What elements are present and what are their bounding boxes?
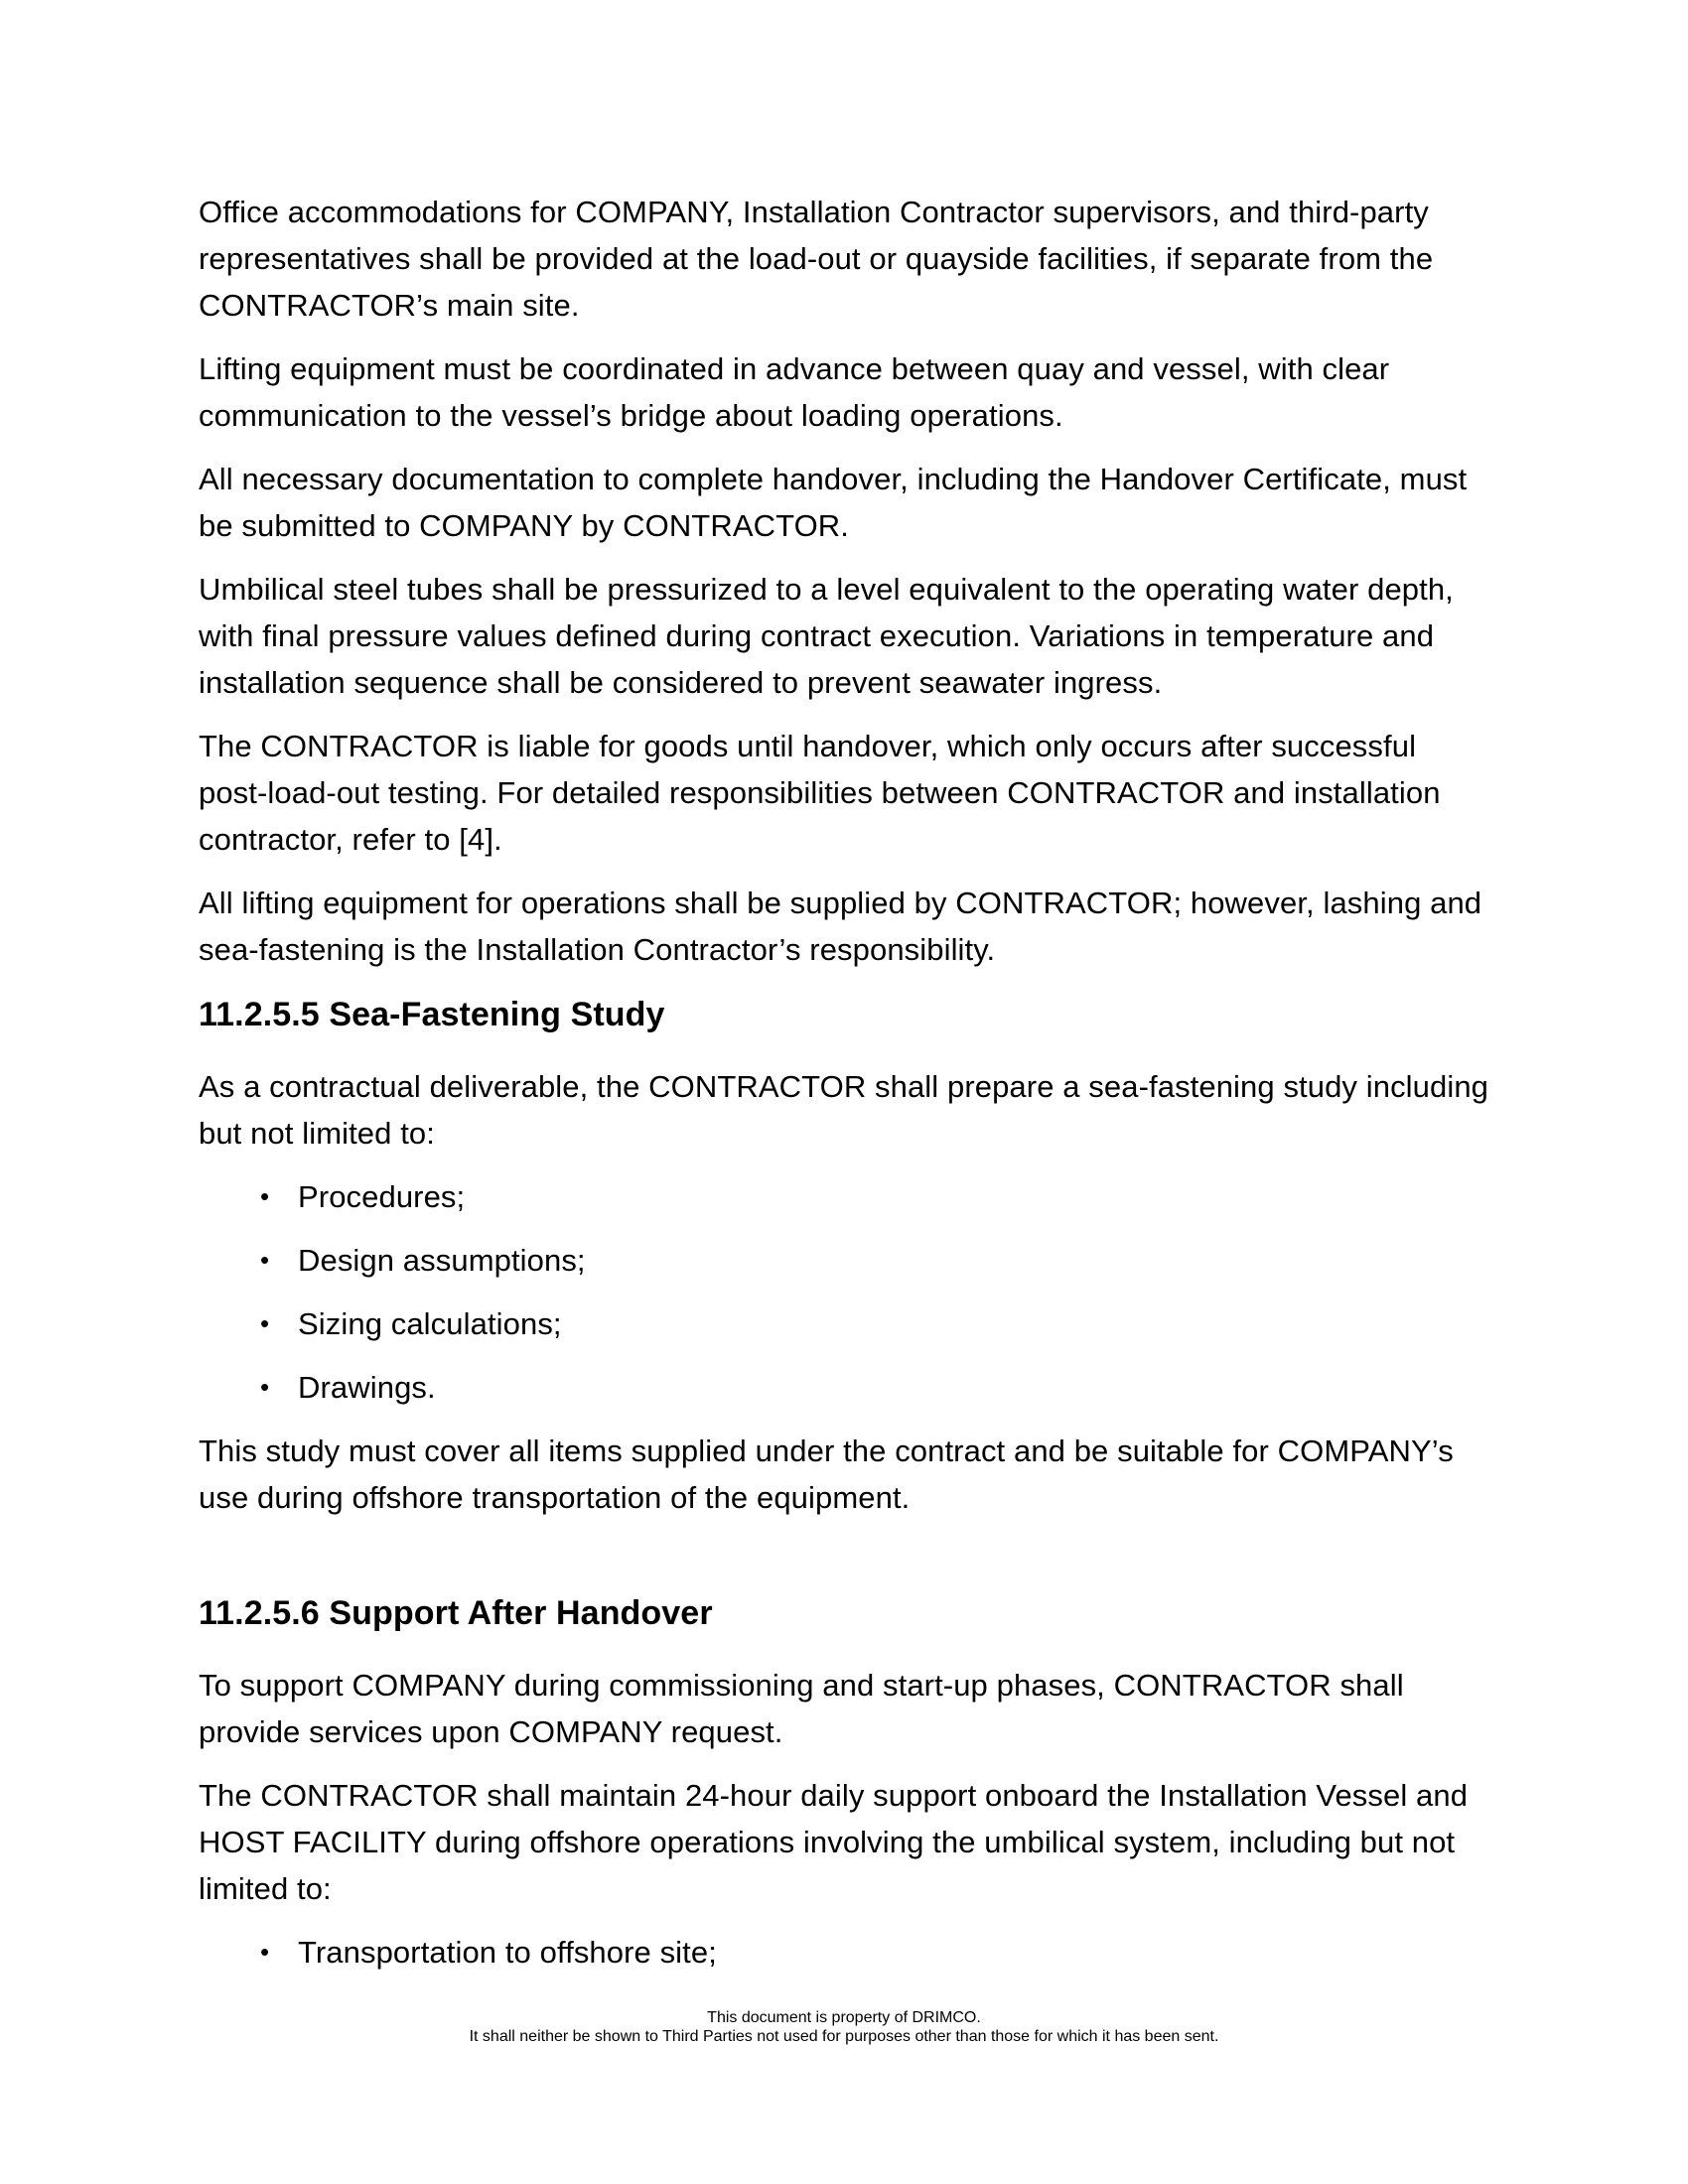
list-item <box>199 1173 1489 1220</box>
bullet-item-sizing-calculations: Sizing calculations; <box>298 1306 562 1341</box>
bullet-icon: • <box>260 1937 270 1967</box>
bullet-item-procedures: Procedures; <box>298 1179 466 1214</box>
paragraph-support-intro: To support COMPANY during commissioning and start-up phases, CONTRACTOR shall provide services upon COMPANY request. <box>199 1668 1404 1749</box>
footer-property-line: This document is property of DRIMCO. <box>707 2009 981 2026</box>
bullet-item-transportation-offshore: Transportation to offshore site; <box>298 1935 717 1970</box>
paragraph-lifting-equipment-coordination: Lifting equipment must be coordinated in advance between quay and vessel, with clear communication to the vessel’s bridge about loading operations. <box>199 351 1390 433</box>
bullet-icon: • <box>260 1181 270 1211</box>
paragraph-contractor-liability: The CONTRACTOR is liable for goods until handover, which only occurs after successful post-load-out testing. For detailed responsibilities between CONTRACTOR and installation contractor, refer to [4]. <box>199 729 1441 857</box>
paragraph-sea-fastening-intro: As a contractual deliverable, the CONTRACTOR shall prepare a sea-fastening study including but not limited to: <box>199 1069 1489 1151</box>
footer-confidentiality-line: It shall neither be shown to Third Parties not used for purposes other than those for which it has been sent. <box>469 2028 1219 2045</box>
paragraph-office-accommodations: Office accommodations for COMPANY, Installation Contractor supervisors, and third-party representatives shall be provided at the load-out or quayside facilities, if separate from the CONTRACTOR’s main site. <box>199 195 1434 323</box>
list-item <box>199 1237 1489 1284</box>
bullet-icon: • <box>260 1372 270 1402</box>
paragraph-24-hour-support: The CONTRACTOR shall maintain 24-hour daily support onboard the Installation Vessel and HOST FACILITY during offshore operations involving the umbilical system, including but not limited to: <box>199 1778 1469 1906</box>
list-item <box>199 1364 1489 1411</box>
paragraph-lifting-equipment-supply: All lifting equipment for operations shall be supplied by CONTRACTOR; however, lashing and sea-fastening is the Installation Contractor’s responsibility. <box>199 886 1482 967</box>
bullet-icon: • <box>260 1308 270 1338</box>
bullet-icon: • <box>260 1245 270 1275</box>
paragraph-sea-fastening-closing: This study must cover all items supplied under the contract and be suitable for COMPANY’s use during offshore transportation of the equipment. <box>199 1433 1454 1515</box>
page-footer <box>0 2008 1688 2046</box>
list-item <box>199 1300 1489 1347</box>
section-heading-sea-fastening-study: 11.2.5.5 Sea-Fastening Study <box>199 996 665 1033</box>
list-item <box>199 1929 1489 1976</box>
bullet-item-drawings: Drawings. <box>298 1370 436 1405</box>
paragraph-umbilical-steel-tubes: Umbilical steel tubes shall be pressurized to a level equivalent to the operating water depth, with final pressure values defined during contract execution. Variations in temperature and installation sequence shall be considered to prevent seawater ingress. <box>199 572 1454 700</box>
section-heading-support-after-handover: 11.2.5.6 Support After Handover <box>199 1594 713 1632</box>
bullet-item-design-assumptions: Design assumptions; <box>298 1243 586 1278</box>
paragraph-handover-documentation: All necessary documentation to complete handover, including the Handover Certificate, must be submitted to COMPANY by CONTRACTOR. <box>199 462 1468 543</box>
